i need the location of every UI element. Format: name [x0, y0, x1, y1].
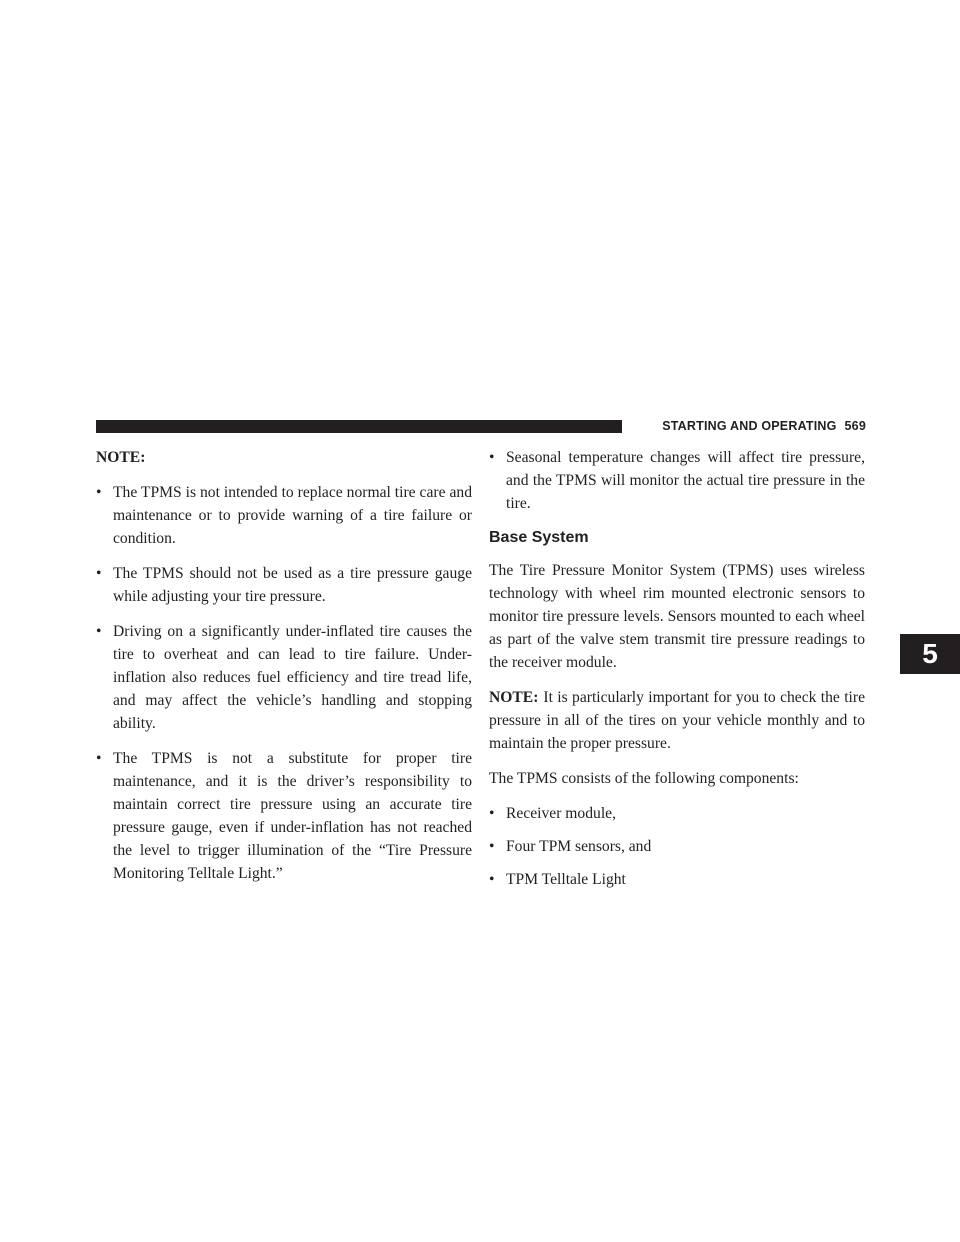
bullet-icon: • — [96, 750, 102, 767]
list-item-text: TPM Telltale Light — [506, 871, 626, 888]
list-item — [96, 562, 472, 608]
list-item-text: Four TPM sensors, and — [506, 838, 652, 855]
list-item — [489, 868, 865, 891]
running-header — [632, 416, 866, 436]
bullet-icon: • — [489, 838, 495, 855]
list-item-text: The TPMS should not be used as a tire pressure gauge while adjusting your tire pressure. — [113, 565, 472, 605]
bullet-icon: • — [96, 623, 102, 640]
right-column — [489, 446, 865, 901]
left-column — [96, 446, 472, 897]
list-item-text: The TPMS is not intended to replace normal tire care and maintenance or to provide warning of a tire failure or condition. — [113, 484, 472, 547]
note-label: NOTE: — [489, 689, 539, 706]
component-list — [489, 802, 865, 891]
list-item — [489, 446, 865, 515]
bullet-icon: • — [96, 565, 102, 582]
list-item — [489, 835, 865, 858]
list-item — [489, 802, 865, 825]
body-paragraph: The TPMS consists of the following components: — [489, 770, 799, 787]
body-paragraph: The Tire Pressure Monitor System (TPMS) uses wireless technology with wheel rim mounted electronic sensors to monitor tire pressure levels. Sensors mounted to each wheel as part of the valve stem transmit tire pressure readings to the receiver module. — [489, 562, 865, 671]
bullet-icon: • — [96, 484, 102, 501]
list-item — [96, 747, 472, 885]
note-text: It is particularly important for you to check the tire pressure in all of the tires on your vehicle monthly and to maintain the proper pressure. — [489, 689, 865, 752]
list-item-text: Seasonal temperature changes will affect tire pressure, and the TPMS will monitor the actual tire pressure in the tire. — [506, 449, 865, 512]
list-item-text: Driving on a significantly under-inflated tire causes the tire to overheat and can lead to tire failure. Under-inflation also reduces fuel efficiency and tire tread life, and may affect the vehicle’s handling and stopping ability. — [113, 623, 472, 732]
page-number: 569 — [844, 419, 866, 433]
list-item — [96, 481, 472, 550]
list-item-text: Receiver module, — [506, 805, 616, 822]
note-heading: NOTE: — [96, 449, 146, 466]
bullet-icon: • — [489, 871, 495, 888]
note-paragraph — [489, 686, 865, 755]
header-rule — [96, 420, 622, 433]
bullet-icon: • — [489, 449, 495, 466]
section-title: STARTING AND OPERATING — [662, 419, 837, 433]
list-item — [96, 620, 472, 735]
bullet-icon: • — [489, 805, 495, 822]
continued-bullet-list — [489, 446, 865, 515]
note-bullet-list — [96, 481, 472, 885]
chapter-tab: 5 — [900, 634, 960, 674]
list-item-text: The TPMS is not a substitute for proper tire maintenance, and it is the driver’s responsibility to maintain correct tire pressure using an accurate tire pressure gauge, even if under-inflation has not reached the level to trigger illumination of the “Tire Pressure Monitoring Telltale Light.” — [113, 750, 472, 882]
section-heading: Base System — [489, 529, 589, 546]
